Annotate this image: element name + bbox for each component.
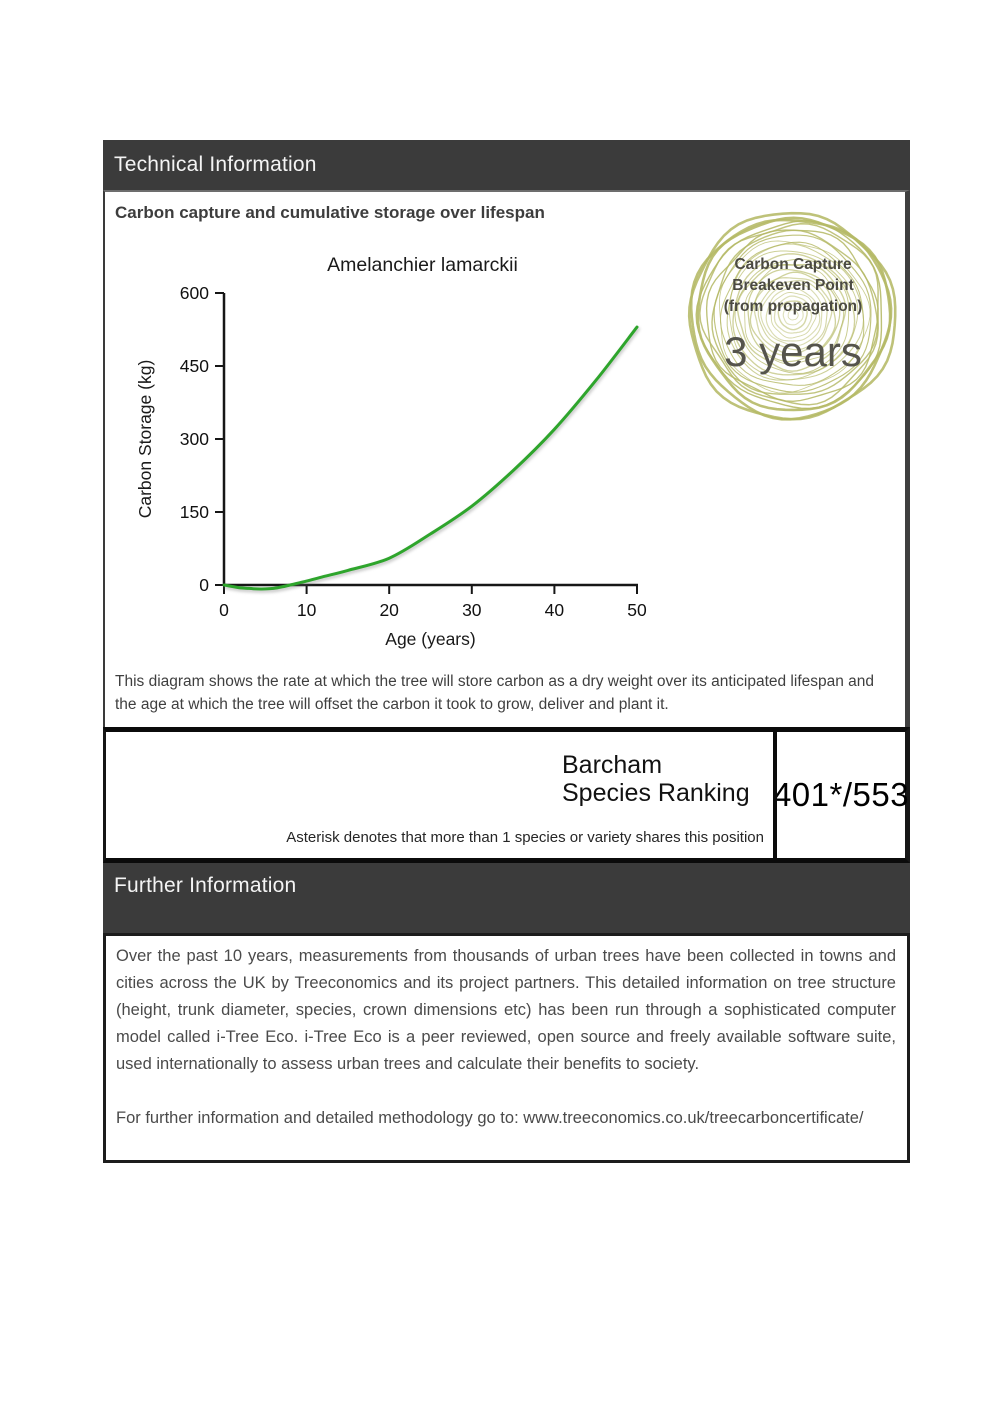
asterisk-note: Asterisk denotes that more than 1 species or variety shares this position [286,829,764,846]
breakeven-line3: (from propagation) [723,298,863,315]
svg-text:10: 10 [296,600,317,620]
ranking-org: Barcham [562,751,663,779]
species-ranking-value-cell [772,732,910,858]
chart-section-heading: Carbon capture and cumulative storage over lifespan [115,203,545,222]
species-ranking-section [103,727,910,863]
svg-text:150: 150 [179,502,209,522]
svg-text:300: 300 [179,429,209,449]
breakeven-line1: Carbon Capture [734,256,852,273]
svg-text:0: 0 [219,600,229,620]
technical-information-header [103,140,910,190]
svg-text:Carbon Storage (kg): Carbon Storage (kg) [135,359,155,519]
technical-information-title: Technical Information [114,153,317,176]
further-information-body [103,933,910,1163]
further-paragraph: Over the past 10 years, measurements from thousands of urban trees have been collected in towns and cities across the UK by Treeconomics and its project partners. This detailed information on tree structure (height, trunk diameter, species, crown dimensions etc) has been run through a sophisticated computer model called i-Tree Eco. i-Tree Eco is a peer reviewed, open source and freely available software suite, used internationally to assess urban trees and calculate their benefits to society. [116,947,896,1073]
svg-text:50: 50 [627,600,647,620]
breakeven-value: 3 years [724,328,862,375]
methodology-link-line: For further information and detailed methodology go to: www.treeconomics.co.uk/treecarboncertificate/ [116,1109,864,1127]
further-information-title: Further Information [114,874,297,897]
further-information-header [103,863,910,933]
svg-text:600: 600 [179,283,209,303]
svg-text:0: 0 [199,575,209,595]
svg-text:450: 450 [179,356,209,376]
carbon-capture-panel [103,190,910,727]
species-ranking-label-cell [106,732,777,858]
svg-text:Amelanchier lamarckii: Amelanchier lamarckii [327,254,518,276]
species-ranking-title [562,751,750,807]
content-column [103,140,910,1163]
svg-text:20: 20 [379,600,399,620]
ranking-value: 401*/553 [772,776,910,813]
carbon-storage-chart [132,240,662,660]
svg-text:30: 30 [462,600,482,620]
breakeven-line2: Breakeven Point [732,277,854,294]
svg-text:40: 40 [544,600,565,620]
ranking-label: Species Ranking [562,779,750,807]
breakeven-badge-label [682,254,904,317]
chart-description: This diagram shows the rate at which the tree will store carbon as a dry weight over its anticipated lifespan and the age at which the tree will offset the carbon it took to grow, deliver and plant it. [115,673,875,713]
svg-text:Age (years): Age (years) [385,629,476,649]
